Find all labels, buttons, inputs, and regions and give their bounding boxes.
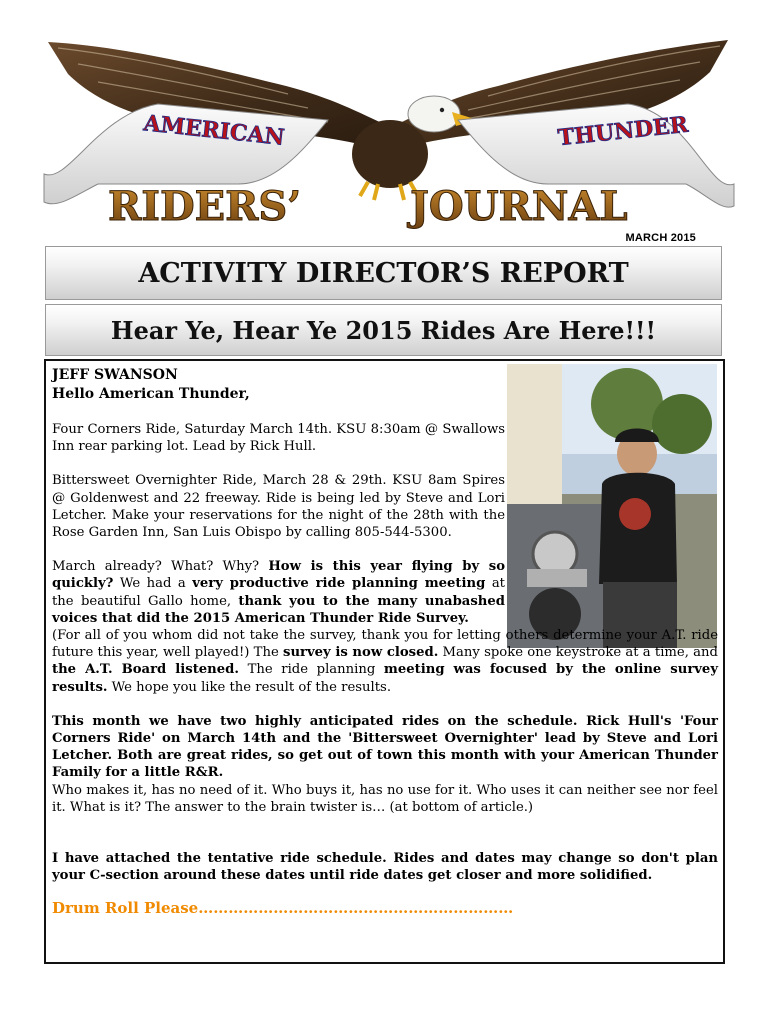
paragraph: Four Corners Ride, Saturday March 14th. KSU 8:30am @ Swallows Inn rear parking lot. Lead by Rick Hull.	[52, 422, 505, 455]
banner-text-right: THUNDER	[556, 111, 690, 152]
article-box	[44, 359, 725, 964]
section-header-report: ACTIVITY DIRECTOR’S REPORT	[45, 246, 722, 300]
banner-text-left: AMERICAN	[142, 110, 286, 151]
paragraph-bold: I have attached the tentative ride schedule. Rides and dates may change so don't plan your C-section around these dates until ride dates get closer and more solidified.	[52, 851, 718, 884]
author-name: JEFF SWANSON	[52, 367, 178, 383]
masthead-logo	[38, 34, 740, 240]
brain-twister: Who makes it, has no need of it. Who buys it, has no use for it. Who uses it can neither see nor feel it. What is it? The answer to the brain twister is… (at bottom of article.)	[52, 782, 718, 815]
journal-title-right: JOURNAL	[410, 183, 628, 230]
paragraph: Bittersweet Overnighter Ride, March 28 & 29th. KSU 8am Spires @ Goldenwest and 22 freeway. Ride is being led by Steve and Lori Letcher. Make your reservations for the night of the 28th with the Rose Garden Inn, San Luis Obispo by calling 805-544-5300.	[52, 473, 505, 541]
drum-roll-text: Drum Roll Please………………………………………………………	[52, 899, 514, 918]
issue-date: MARCH 2015	[625, 232, 696, 244]
paragraph-bold: This month we have two highly anticipated rides on the schedule. Rick Hull's 'Four Corners Ride' on March 14th and the 'Bittersweet Overnighter' lead by Steve and Lori Letcher. Both are great rides, so get out of town this month with your American Thunder Family for a little R&R.	[52, 713, 718, 781]
paragraph: (For all of you whom did not take the survey, thank you for letting others determine your A.T. ride future this year, well played!) The survey is now closed. Many spoke one keystroke at a time, and the A.T. Board listened. The ride planning meeting was focused by the online survey results. We hope you like the result of the results.	[52, 628, 718, 695]
section-header-rides: Hear Ye, Hear Ye 2015 Rides Are Here!!!	[45, 304, 722, 356]
paragraph: March already? What? Why? How is this year flying by so quickly? We had a very productive ride planning meeting at the beautiful Gallo home, thank you to the many unabashed voices that did the 2015 American Thunder Ride Survey.	[52, 559, 505, 626]
article-text	[52, 366, 718, 918]
journal-title-left: RIDERS’	[108, 183, 302, 230]
greeting: Hello American Thunder,	[52, 386, 250, 402]
eagle-emblem	[38, 34, 740, 240]
